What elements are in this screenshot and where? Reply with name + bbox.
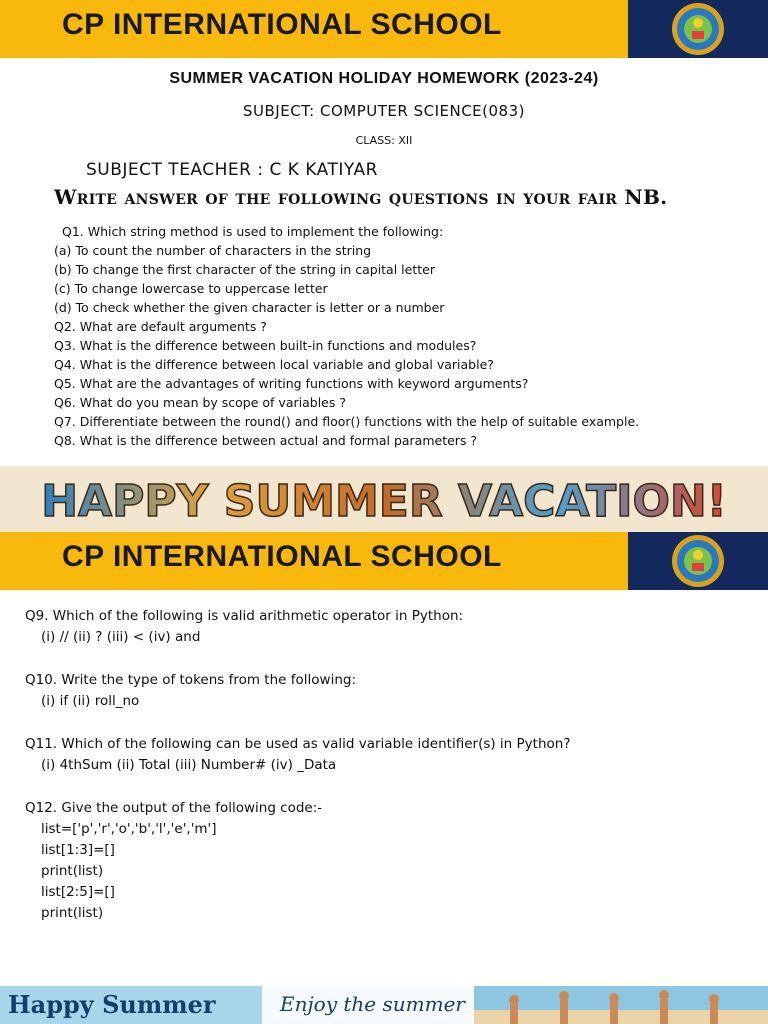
list-item: (c) To change lowercase to uppercase letter <box>54 281 328 296</box>
question-9 <box>25 606 463 648</box>
question-list-page1 <box>54 222 639 450</box>
code-line: print(list) <box>41 863 104 879</box>
code-line: list=['p','r','o','b','l','e','m'] <box>41 821 217 837</box>
question-10 <box>25 670 356 712</box>
school-emblem-icon <box>656 533 740 589</box>
banner-text: HAPPY SUMMER VACATION! <box>41 476 727 527</box>
homework-title: SUMMER VACATION HOLIDAY HOMEWORK (2023-24) <box>169 70 599 87</box>
footer-banner <box>0 986 768 1024</box>
beach-people-icon <box>474 986 768 1024</box>
summer-vacation-banner <box>0 466 768 532</box>
footer-photo <box>474 986 768 1024</box>
list-item: (b) To change the first character of the string in capital letter <box>54 262 435 277</box>
question-text: Q10. Write the type of tokens from the following: <box>25 672 356 688</box>
school-header <box>0 0 768 58</box>
list-item: Q6. What do you mean by scope of variables ? <box>54 395 346 410</box>
banner-graphic <box>0 466 768 532</box>
list-item: Q2. What are default arguments ? <box>54 319 267 334</box>
question-options: (i) if (ii) roll_no <box>41 693 140 709</box>
question-options: (i) 4thSum (ii) Total (iii) Number# (iv) _Data <box>41 757 337 773</box>
question-12 <box>25 798 322 924</box>
list-item: Q7. Differentiate between the round() and floor() functions with the help of suitable example. <box>54 414 640 429</box>
code-line: list[2:5]=[] <box>41 884 115 900</box>
list-item: Q5. What are the advantages of writing functions with keyword arguments? <box>54 376 529 391</box>
list-item: Q3. What is the difference between built-in functions and modules? <box>54 338 477 353</box>
list-item: Q8. What is the difference between actual and formal parameters ? <box>54 433 478 448</box>
school-name: CP INTERNATIONAL SCHOOL <box>62 8 502 41</box>
school-name: CP INTERNATIONAL SCHOOL <box>62 540 502 573</box>
question-11 <box>25 734 570 776</box>
logo-panel <box>628 532 768 590</box>
list-item: Q4. What is the difference between local variable and global variable? <box>54 357 494 372</box>
list-item: (d) To check whether the given character is letter or a number <box>54 300 445 315</box>
list-item: Q1. Which string method is used to implement the following: <box>62 224 444 239</box>
school-emblem-icon <box>656 1 740 57</box>
footer-left-text: Happy Summer <box>8 990 216 1019</box>
school-header-page2 <box>0 532 768 590</box>
question-options: (i) // (ii) ? (iii) < (iv) and <box>41 629 201 645</box>
question-text: Q11. Which of the following can be used as valid variable identifier(s) in Python? <box>25 736 571 752</box>
instruction-line: Write answer of the following questions in your fair NB. <box>54 185 668 209</box>
code-line: print(list) <box>41 905 104 921</box>
footer-middle <box>262 986 474 1024</box>
class-line: CLASS: XII <box>355 134 413 147</box>
logo-panel <box>628 0 768 58</box>
question-text: Q12. Give the output of the following code:- <box>25 800 323 816</box>
list-item: (a) To count the number of characters in the string <box>54 243 372 258</box>
footer-middle-text: Enjoy the summer <box>280 992 465 1016</box>
teacher-line: SUBJECT TEACHER : C K KATIYAR <box>86 160 378 180</box>
subject-line: SUBJECT: COMPUTER SCIENCE(083) <box>243 102 525 120</box>
question-text: Q9. Which of the following is valid arithmetic operator in Python: <box>25 608 464 624</box>
footer-left <box>0 986 262 1024</box>
code-line: list[1:3]=[] <box>41 842 115 858</box>
